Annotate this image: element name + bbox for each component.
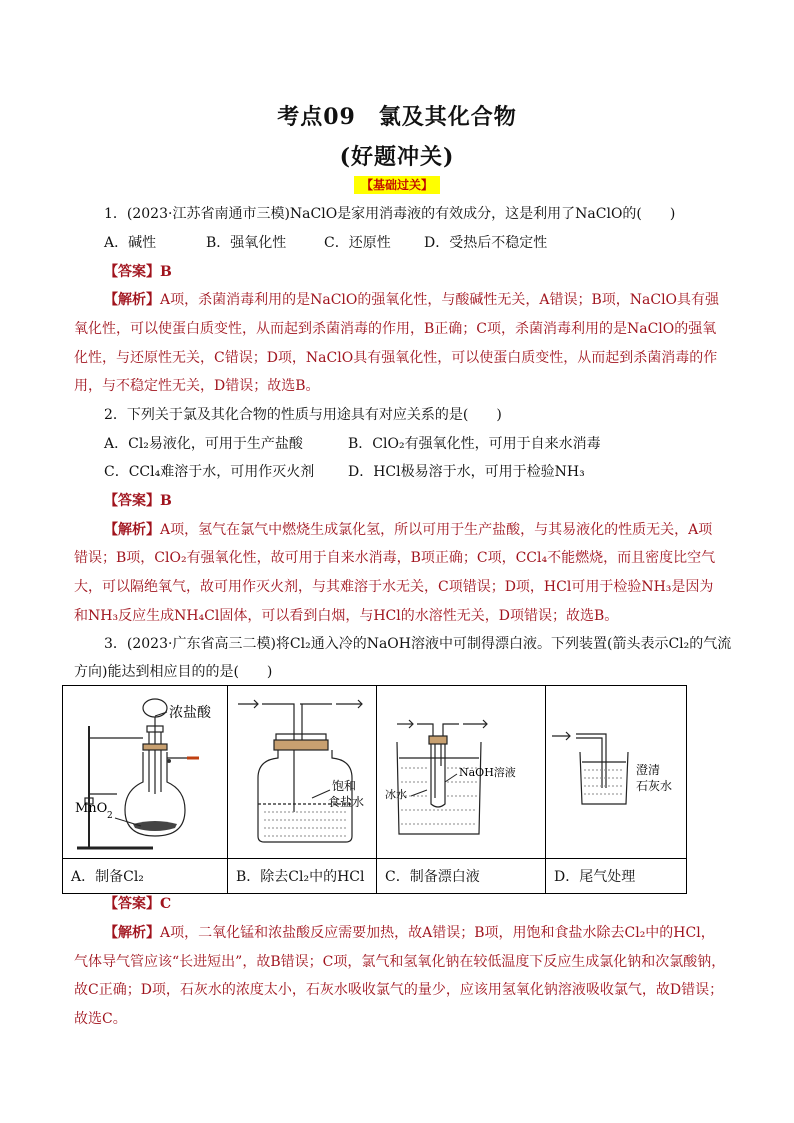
limewater-label: 石灰水 — [636, 779, 673, 793]
q1-answer: 【答案】B — [104, 264, 172, 280]
apparatus-table — [62, 685, 687, 894]
q2-analysis-line: 错误；B项，ClO₂有强氧化性，故可用于自来水消毒，B项正确；C项，CCl₄不能燃烧，而且密度比空气 — [74, 550, 716, 566]
page-title: 考点09 氯及其化合物 — [277, 104, 517, 130]
page-subtitle: (好题冲关) — [339, 144, 455, 170]
q2-answer: 【答案】B — [104, 493, 172, 509]
q3-stem: 3．(2023·广东省高三二模)将Cl₂通入冷的NaOH溶液中可制得漂白液。下列装置(箭头表示Cl₂的气流 — [104, 636, 732, 652]
apparatus-d-figure — [546, 686, 686, 854]
q2-option-d: D．HCl极易溶于水，可用于检验NH₃ — [348, 464, 585, 480]
q2-option-b: B．ClO₂有强氧化性，可用于自来水消毒 — [348, 436, 601, 452]
apparatus-c-cell — [377, 686, 546, 859]
apparatus-a-figure — [63, 686, 227, 854]
apparatus-b-figure — [228, 686, 376, 854]
apparatus-a-cell — [63, 686, 228, 859]
caption-d: D．尾气处理 — [546, 859, 687, 894]
q2-analysis-line: 【解析】A项，氢气在氯气中燃烧生成氯化氢，所以可用于生产盐酸，与其易液化的性质无关，A项 — [104, 522, 713, 538]
q1-option-b: B．强氧化性 — [206, 235, 287, 251]
q1-analysis-line: 用，与不稳定性无关，D错误；故选B。 — [74, 378, 320, 394]
naoh-solution-label: NaOH溶液 — [459, 766, 516, 779]
q3-analysis-line: 故选C。 — [74, 1011, 127, 1027]
caption-c: C．制备漂白液 — [377, 859, 546, 894]
limewater-label: 澄清 — [636, 763, 661, 777]
q1-option-d: D．受热后不稳定性 — [424, 235, 548, 251]
caption-b: B．除去Cl₂中的HCl — [228, 859, 377, 894]
conc-hcl-label: 浓盐酸 — [169, 705, 211, 721]
q3-stem: 方向)能达到相应目的的是( ) — [74, 664, 273, 680]
q3-answer: 【答案】C — [104, 896, 172, 912]
apparatus-d-cell — [546, 686, 687, 859]
q1-analysis-line: 【解析】A项，杀菌消毒利用的是NaClO的强氧化性，与酸碱性无关，A错误；B项，NaClO具有强 — [104, 292, 720, 308]
apparatus-c-figure — [377, 686, 545, 854]
q1-option-a: A．碱性 — [104, 235, 157, 251]
mno2-subscript: 2 — [107, 811, 113, 821]
q3-analysis-line: 气体导气管应该“长进短出”，故B错误；C项，氯气和氢氧化钠在较低温度下反应生成氯化钠和次氯酸钠， — [74, 954, 726, 970]
q2-option-c: C．CCl₄难溶于水，可用作灭火剂 — [104, 464, 315, 480]
q1-analysis-line: 氧化性，可以使蛋白质变性，从而起到杀菌消毒的作用，B正确；C项，杀菌消毒利用的是NaClO的强氧 — [74, 321, 717, 337]
q3-analysis-line: 故C正确；D项，石灰水的浓度太小，石灰水吸收氯气的量少，应该用氢氧化钠溶液吸收氯气，故D错误； — [74, 982, 724, 998]
mno2-label: MnO — [75, 801, 108, 816]
q2-analysis-line: 和NH₃反应生成NH₄Cl固体，可以看到白烟，与HCl的水溶性无关，D项错误；故选B。 — [74, 608, 619, 624]
caption-a: A．制备Cl₂ — [63, 859, 228, 894]
q3-analysis-line: 【解析】A项，二氧化锰和浓盐酸反应需要加热，故A错误；B项，用饱和食盐水除去Cl₂中的HCl， — [104, 925, 715, 941]
q1-analysis-line: 化性，与还原性无关，C错误；D项，NaClO具有强氧化性，可以使蛋白质变性，从而起到杀菌消毒的作 — [74, 350, 718, 366]
saturated-salt-label: 食盐水 — [328, 795, 365, 809]
section-badge: 【基础过关】 — [354, 176, 440, 194]
q2-analysis-line: 大，可以隔绝氧气，故可用作灭火剂，与其难溶于水无关，C项错误；D项，HCl可用于检验NH₃是因为 — [74, 579, 714, 595]
q2-stem: 2．下列关于氯及其化合物的性质与用途具有对应关系的是( ) — [104, 407, 502, 423]
q1-option-c: C．还原性 — [324, 235, 391, 251]
q2-option-a: A．Cl₂易液化，可用于生产盐酸 — [104, 436, 303, 452]
ice-water-label: 冰水 — [385, 788, 407, 801]
apparatus-b-cell — [228, 686, 377, 859]
saturated-salt-label: 饱和 — [332, 779, 357, 793]
q1-stem: 1．(2023·江苏省南通市三模)NaClO是家用消毒液的有效成分，这是利用了NaClO的( ) — [104, 206, 676, 222]
